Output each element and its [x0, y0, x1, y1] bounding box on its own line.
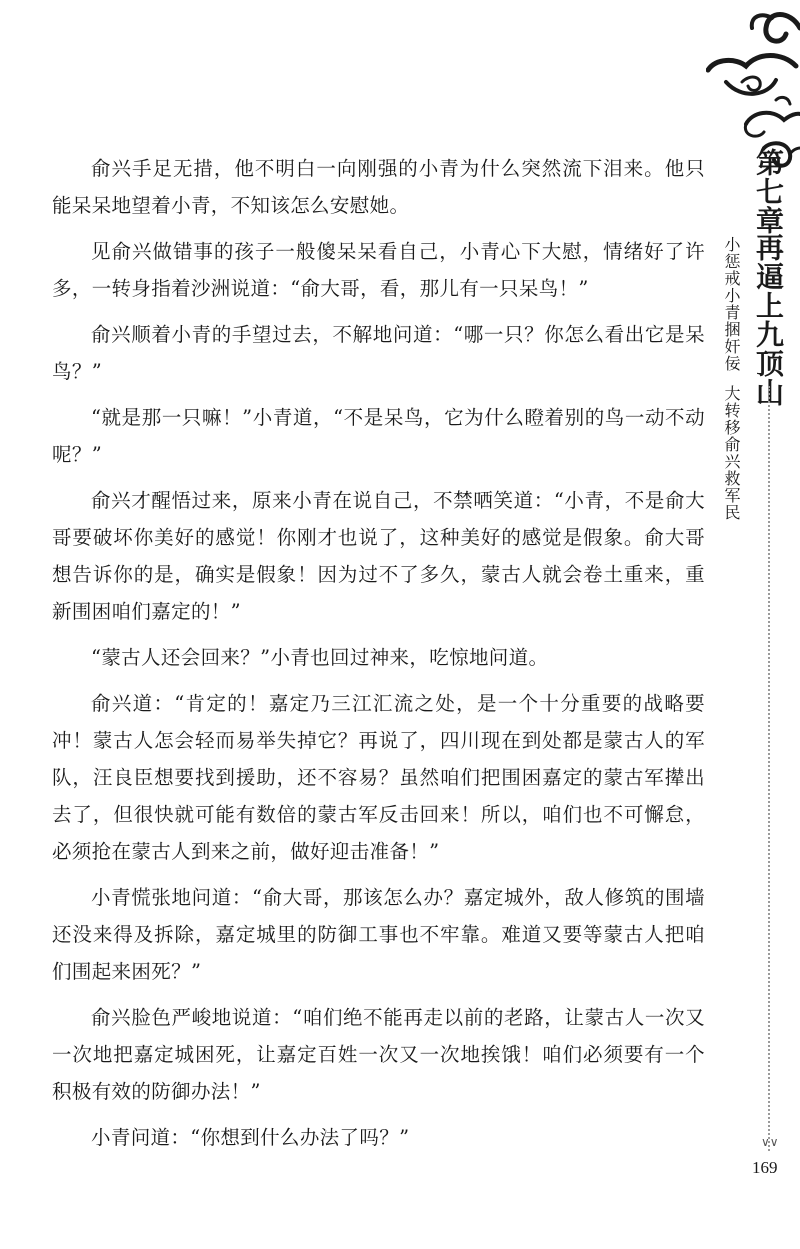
paragraph: 小青慌张地问道：“俞大哥，那该怎么办？嘉定城外，敌人修筑的围墙还没来得及拆除，嘉定城里的防御工事也不牢靠。难道又要等蒙古人把咱们围起来困死？” [52, 886, 705, 983]
paragraph: 见俞兴做错事的孩子一般傻呆呆看自己，小青心下大慰，情绪好了许多，一转身指着沙洲说道：“俞大哥，看，那儿有一只呆鸟！” [52, 240, 705, 300]
chapter-subtitle-second: 大转移俞兴救军民 [722, 385, 741, 521]
paragraph: 俞兴手足无措，他不明白一向刚强的小青为什么突然流下泪来。他只能呆呆地望着小青，不知该怎么安慰她。 [52, 157, 705, 217]
paragraph: “蒙古人还会回来？”小青也回过神来，吃惊地问道。 [91, 646, 549, 669]
chapter-subtitle-first: 小惩戒小青捆奸佞 [722, 236, 741, 372]
chapter-title: 再逼上九顶山 [752, 233, 785, 407]
margin-dotted-rule [768, 386, 770, 1151]
paragraph: 俞兴顺着小青的手望过去，不解地问道：“哪一只？你怎么看出它是呆鸟？” [52, 323, 705, 383]
page-number: 169 [752, 1158, 778, 1177]
page-arrow-marks: ∨∨ [761, 1135, 779, 1149]
paragraph: 俞兴脸色严峻地说道：“咱们绝不能再走以前的老路，让蒙古人一次又一次地把嘉定城困死，让嘉定百姓一次又一次地挨饿！咱们必须要有一个积极有效的防御办法！” [52, 1006, 705, 1103]
paragraph: 俞兴道：“肯定的！嘉定乃三江汇流之处，是一个十分重要的战略要冲！蒙古人怎会轻而易举失掉它？再说了，四川现在到处都是蒙古人的军队，汪良臣想要找到援助，还不容易？虽然咱们把围困嘉定的蒙古军撵出去了，但很快就可能有数倍的蒙古军反击回来！所以，咱们也不可懈怠，必须抢在蒙古人到来之前，做好迎击准备！” [52, 692, 705, 863]
paragraph: 俞兴才醒悟过来，原来小青在说自己，不禁哂笑道：“小青，不是俞大哥要破坏你美好的感觉！你刚才也说了，这种美好的感觉是假象。俞大哥想告诉你的是，确实是假象！因为过不了多久，蒙古人就会卷土重来，重新围困咱们嘉定的！” [52, 489, 705, 623]
paragraph: “就是那一只嘛！”小青道，“不是呆鸟，它为什么瞪着别的鸟一动不动呢？” [52, 406, 705, 466]
chapter-number: 第七章 [752, 148, 785, 235]
paragraph: 小青问道：“你想到什么办法了吗？” [91, 1126, 410, 1149]
body-text [52, 150, 705, 1165]
